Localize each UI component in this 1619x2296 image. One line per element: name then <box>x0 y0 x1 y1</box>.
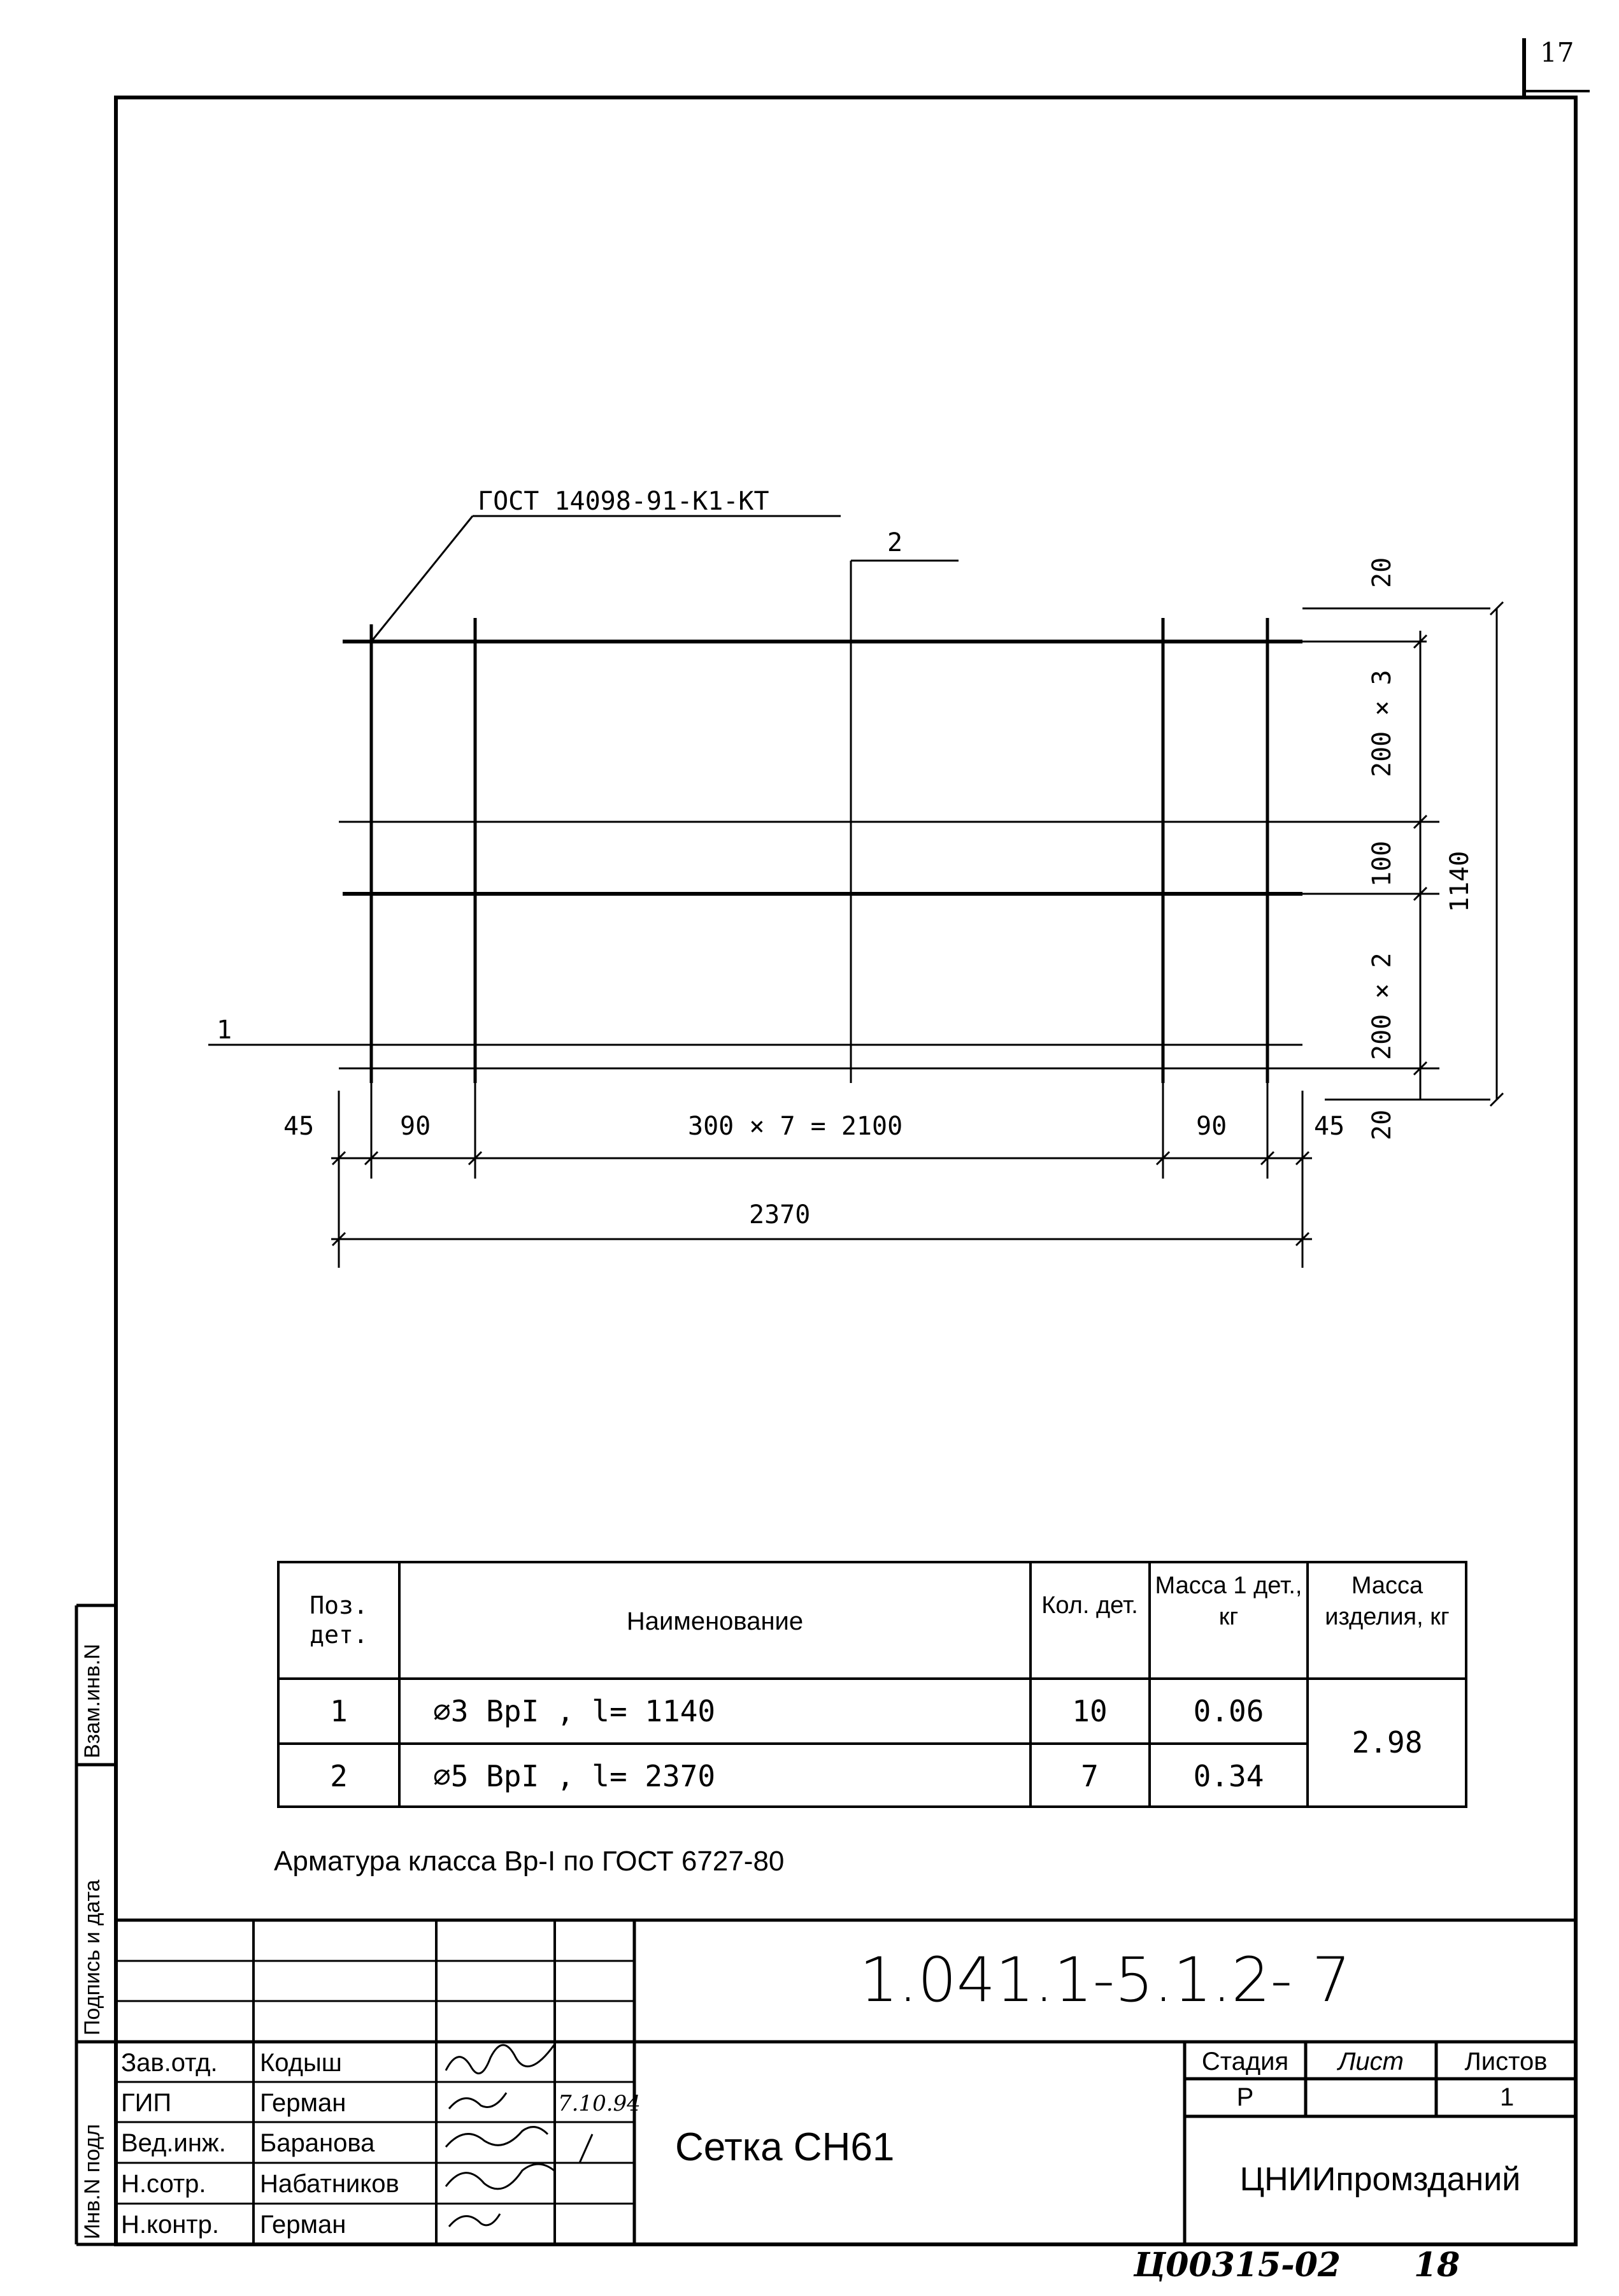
sheet-label: Лист <box>1338 2048 1404 2076</box>
table-header-name: Наименование <box>626 1607 804 1635</box>
drawing-designation: 1.041.1-5.1.2- 7 <box>859 1944 1351 2016</box>
side-label-inv-podl: Инв.N подл <box>80 2124 104 2239</box>
side-label-sign-date: Подпись и дата <box>80 1879 104 2035</box>
callout-gost-label: ГОСТ 14098-91-К1-КТ <box>478 487 769 516</box>
dim-seg-200x2: 200 × 2 <box>1367 952 1397 1060</box>
stage-label: Стадия <box>1201 2048 1289 2076</box>
side-label-inv-zam: Взам.инв.N <box>80 1644 104 1758</box>
sheets-label: Листов <box>1464 2048 1548 2076</box>
staff-role: Н.контр. <box>121 2211 219 2239</box>
dim-top-20: 20 <box>1367 557 1397 588</box>
staff-name: Герман <box>260 2211 346 2239</box>
staff-role: ГИП <box>121 2089 172 2117</box>
table-row-2-qty: 7 <box>1081 1759 1099 1793</box>
table-row-2-mass: 0.34 <box>1193 1759 1264 1793</box>
dim-seg-100: 100 <box>1367 840 1397 887</box>
staff-role: Вед.инж. <box>121 2129 226 2157</box>
stage-value: Р <box>1236 2083 1254 2111</box>
staff-name: Набатников <box>260 2170 399 2198</box>
sheets-value: 1 <box>1500 2083 1515 2111</box>
dim-bottom-20: 20 <box>1367 1109 1397 1140</box>
table-row-2-name: ⌀5 ВрI , l= 2370 <box>433 1759 716 1793</box>
table-row-1-mass: 0.06 <box>1193 1694 1264 1728</box>
mesh-horizontal-bars <box>343 642 1302 894</box>
staff-name: Баранова <box>260 2129 375 2157</box>
drawing-frame <box>116 97 1576 2244</box>
archive-stamp: Ц00315-02 <box>1134 2246 1341 2285</box>
dim-left-45: 45 <box>283 1112 315 1141</box>
dim-right-90: 90 <box>1196 1112 1227 1141</box>
drawing-title: Сетка СН61 <box>675 2125 895 2169</box>
table-mass-total: 2.98 <box>1352 1725 1423 1760</box>
archive-stamp-page: 18 <box>1414 2246 1460 2285</box>
reinforcement-note: Арматура класса Вр-I по ГОСТ 6727-80 <box>274 1846 785 1877</box>
staff-name: Кодыш <box>260 2049 342 2077</box>
table-header-qty: Кол. дет. <box>1041 1592 1138 1619</box>
dim-middle: 300 × 7 = 2100 <box>688 1112 903 1141</box>
signature-date: 7.10.94 <box>558 2091 641 2116</box>
dim-right-45: 45 <box>1314 1112 1345 1141</box>
mesh-vertical-bars <box>371 618 1267 1083</box>
callout-position-1: 1 <box>217 1015 232 1045</box>
dim-seg-200x3: 200 × 3 <box>1367 670 1397 777</box>
staff-role: Н.сотр. <box>121 2170 206 2198</box>
table-header-mass-one: Масса 1 дет., кг <box>1155 1572 1302 1631</box>
table-header-mass-total: Масса изделия, кг <box>1325 1572 1450 1631</box>
page-number: 17 <box>1540 37 1574 68</box>
dim-left-90: 90 <box>400 1112 431 1141</box>
dim-overall-width: 2370 <box>749 1200 811 1230</box>
table-row-1-name: ⌀3 ВрI , l= 1140 <box>433 1694 716 1728</box>
signatures <box>446 2045 592 2227</box>
organization-name: ЦНИИпромзданий <box>1239 2161 1521 2198</box>
staff-role: Зав.отд. <box>121 2049 218 2077</box>
table-row-1-pos: 1 <box>330 1694 348 1728</box>
table-header-pos: Поз. дет. <box>310 1591 368 1649</box>
table-row-1-qty: 10 <box>1072 1694 1108 1728</box>
table-row-2-pos: 2 <box>330 1759 348 1793</box>
staff-name: Герман <box>260 2089 346 2117</box>
callout-position-2: 2 <box>887 528 903 557</box>
dim-overall-height: 1140 <box>1445 850 1474 912</box>
